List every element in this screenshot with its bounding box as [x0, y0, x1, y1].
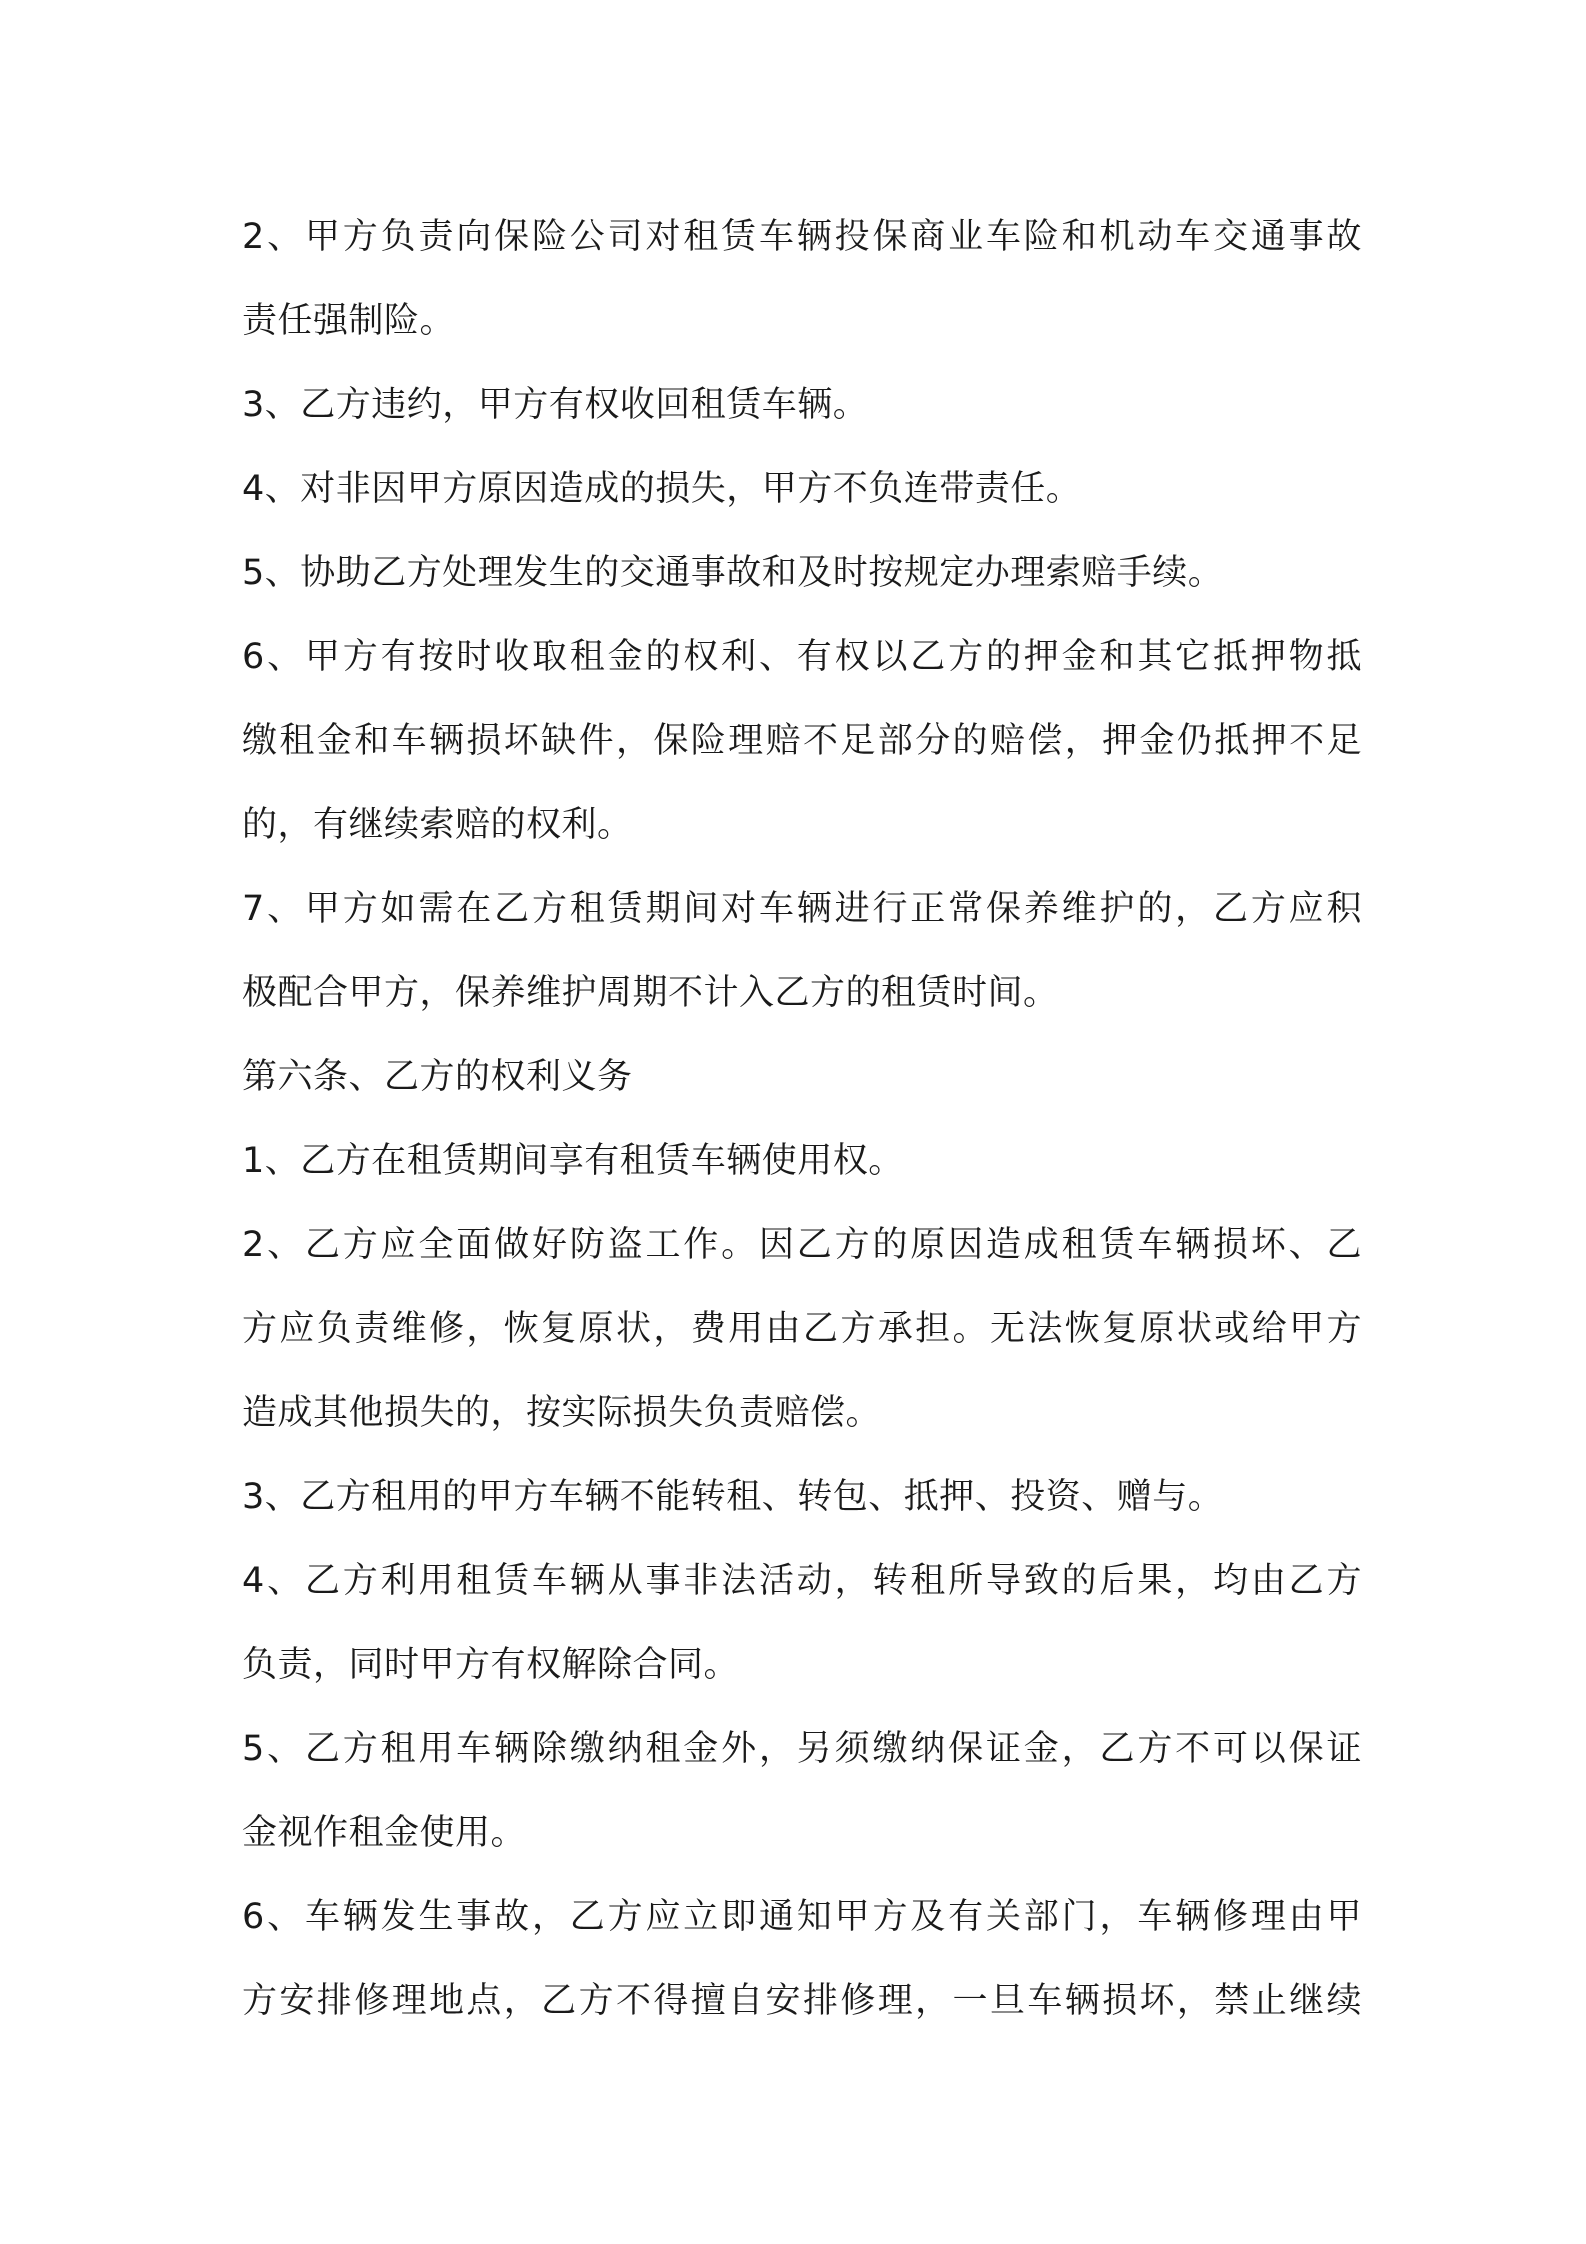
text-line: 4、对非因甲方原因造成的损失，甲方不负连带责任。: [242, 469, 1082, 509]
text-line: 责任强制险。: [242, 301, 456, 341]
text-line: 方安排修理地点，乙方不得擅自安排修理，一旦车辆损坏，禁止继续: [242, 1981, 1362, 2021]
text-line: 极配合甲方，保养维护周期不计入乙方的租赁时间。: [242, 973, 1059, 1013]
text-line: 造成其他损失的，按实际损失负责赔偿。: [242, 1393, 882, 1433]
text-line: 7、甲方如需在乙方租赁期间对车辆进行正常保养维护的，乙方应积: [242, 889, 1362, 929]
text-line: 金视作租金使用。: [242, 1813, 527, 1853]
section-heading: 第六条、乙方的权利义务: [242, 1057, 633, 1097]
text-line: 缴租金和车辆损坏缺件，保险理赔不足部分的赔偿，押金仍抵押不足: [242, 721, 1362, 761]
text-line: 3、乙方违约，甲方有权收回租赁车辆。: [242, 385, 869, 425]
text-line: 2、甲方负责向保险公司对租赁车辆投保商业车险和机动车交通事故: [242, 217, 1362, 257]
text-line: 5、乙方租用车辆除缴纳租金外，另须缴纳保证金，乙方不可以保证: [242, 1729, 1362, 1769]
text-line: 负责，同时甲方有权解除合同。: [242, 1645, 740, 1685]
text-line: 3、乙方租用的甲方车辆不能转租、转包、抵押、投资、赠与。: [242, 1477, 1224, 1517]
text-line: 4、乙方利用租赁车辆从事非法活动，转租所导致的后果，均由乙方: [242, 1561, 1362, 1601]
text-line: 6、甲方有按时收取租金的权利、有权以乙方的押金和其它抵押物抵: [242, 637, 1362, 677]
contract-text-body: [242, 195, 1362, 2043]
text-line: 1、乙方在租赁期间享有租赁车辆使用权。: [242, 1141, 904, 1181]
text-line: 的，有继续索赔的权利。: [242, 805, 633, 845]
text-line: 6、车辆发生事故，乙方应立即通知甲方及有关部门，车辆修理由甲: [242, 1897, 1362, 1937]
text-line: 5、协助乙方处理发生的交通事故和及时按规定办理索赔手续。: [242, 553, 1224, 593]
text-line: 2、乙方应全面做好防盗工作。因乙方的原因造成租赁车辆损坏、乙: [242, 1225, 1362, 1265]
text-line: 方应负责维修，恢复原状，费用由乙方承担。无法恢复原状或给甲方: [242, 1309, 1362, 1349]
